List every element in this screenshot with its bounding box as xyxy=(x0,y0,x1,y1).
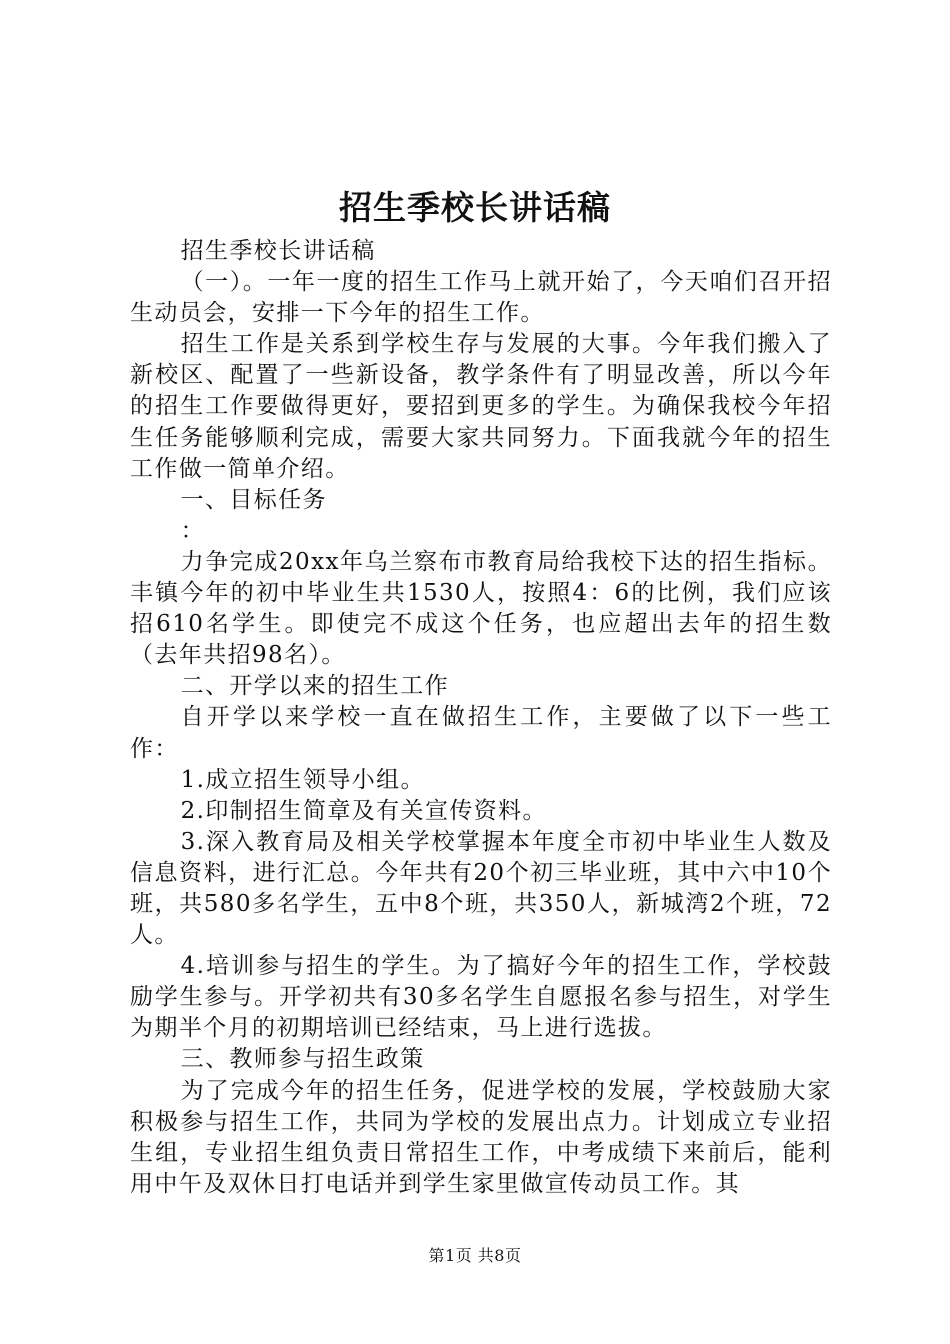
paragraph-teacher-policy: 为了完成今年的招生任务，促进学校的发展，学校鼓励大家积极参与招生工作，共同为学校的发展出点力。计划成立专业招生组，专业招生组负责日常招生工作，中考成绩下来前后，能利用中午及双休日打电话并到学生家里做宣传动员工作。其 xyxy=(130,1077,832,1197)
list-item-1: 1.成立招生领导小组。 xyxy=(180,766,425,793)
section-heading-goals: 一、目标任务 xyxy=(180,486,327,513)
page-footer: 第1页 共8页 xyxy=(428,1246,522,1265)
section-heading-teacher-policy: 三、教师参与招生政策 xyxy=(180,1046,425,1073)
paragraph-importance: 招生工作是关系到学校生存与发展的大事。今年我们搬入了新校区、配置了一些新设备，教学条件有了明显改善，所以今年的招生工作要做得更好，要招到更多的学生。为确保我校今年招生任务能够顺利完成，需要大家共同努力。下面我就今年的招生工作做一简单介绍。 xyxy=(130,331,832,482)
list-item-2: 2.印制招生简章及有关宣传资料。 xyxy=(180,797,547,824)
paragraph-colon: ： xyxy=(180,517,205,544)
list-item-4: 4.培训参与招生的学生。为了搞好今年的招生工作，学校鼓励学生参与。开学初共有30多名学生自愿报名参与招生，对学生为期半个月的初期培训已经结束，马上进行选拔。 xyxy=(130,953,832,1042)
paragraph-heading-repeat: 招生季校长讲话稿 xyxy=(180,238,376,264)
section-heading-work-done: 二、开学以来的招生工作 xyxy=(180,673,449,700)
paragraph-goals: 力争完成20xx年乌兰察布市教育局给我校下达的招生指标。丰镇今年的初中毕业生共1530人，按照4：6的比例，我们应该招610名学生。即使完不成这个任务，也应超出去年的招生数（去年共招98名）。 xyxy=(130,548,832,669)
document-body xyxy=(130,236,832,1200)
list-item-3: 3.深入教育局及相关学校掌握本年度全市初中毕业生人数及信息资料，进行汇总。今年共有20个初三毕业班，其中六中10个班，共580多名学生，五中8个班，共350人，新城湾2个班，72人。 xyxy=(130,828,832,949)
paragraph-work-done-intro: 自开学以来学校一直在做招生工作，主要做了以下一些工作： xyxy=(130,704,832,762)
document-title: 招生季校长讲话稿 xyxy=(339,188,611,227)
paragraph-intro: （一）。一年一度的招生工作马上就开始了，今天咱们召开招生动员会，安排一下今年的招生工作。 xyxy=(130,269,832,327)
